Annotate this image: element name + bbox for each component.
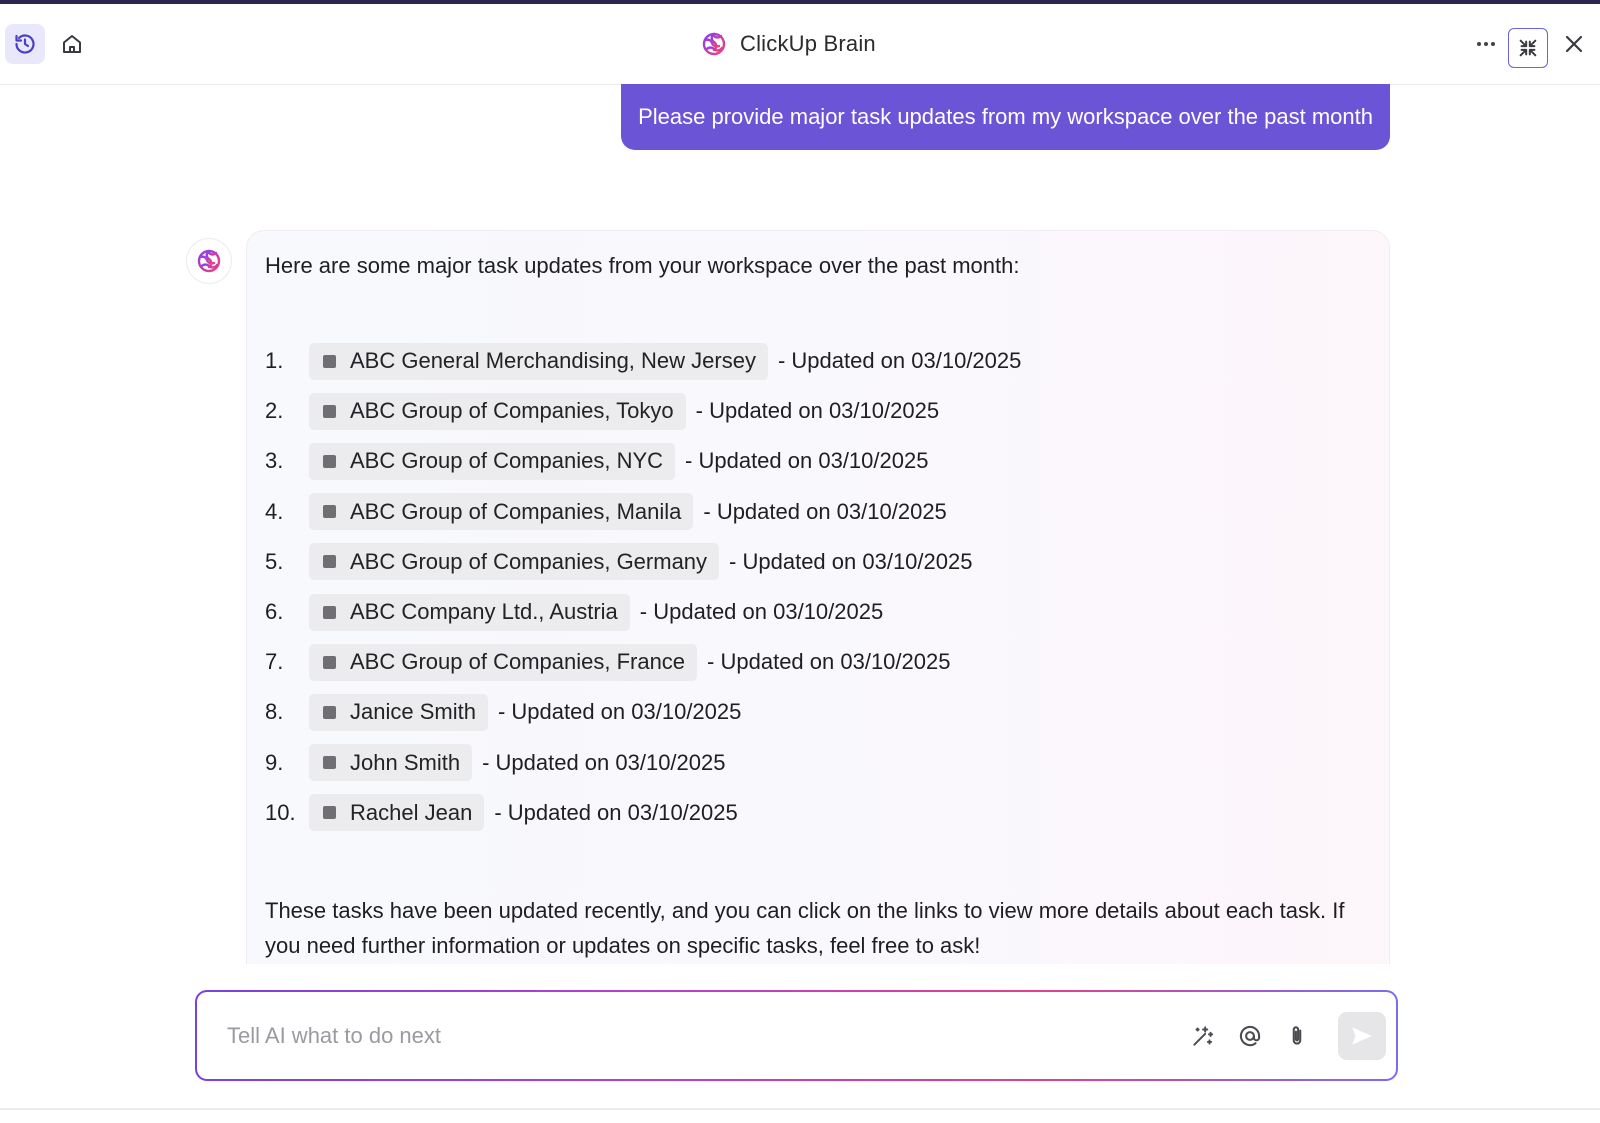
task-update-text: - Updated on 03/10/2025 — [639, 599, 884, 625]
more-horizontal-icon — [1474, 32, 1498, 56]
task-link-chip[interactable] — [309, 493, 693, 530]
task-square-icon — [323, 656, 336, 669]
list-item — [265, 386, 1021, 436]
task-update-text: - Updated on 03/10/2025 — [707, 649, 951, 675]
history-button[interactable] — [5, 24, 45, 64]
list-item — [265, 336, 1021, 386]
list-item — [265, 738, 1021, 788]
more-options-button[interactable] — [1468, 26, 1504, 62]
bottom-divider — [0, 1108, 1600, 1110]
list-item — [265, 537, 1021, 587]
task-link-chip[interactable] — [309, 343, 768, 380]
task-square-icon — [323, 706, 336, 719]
ai-tools-button[interactable] — [1183, 1014, 1223, 1058]
task-name: ABC Group of Companies, NYC — [350, 448, 664, 474]
ai-avatar — [186, 238, 232, 284]
prompt-input[interactable] — [227, 992, 1127, 1079]
list-item-number: 8. — [265, 699, 284, 725]
list-item-number: 6. — [265, 599, 284, 625]
collapse-icon — [1517, 37, 1539, 59]
prompt-composer-inner — [197, 992, 1396, 1079]
task-link-chip[interactable] — [309, 443, 675, 480]
list-item-number: 5. — [265, 548, 284, 574]
list-item — [265, 436, 1021, 486]
task-update-list — [265, 336, 1021, 838]
task-name: Rachel Jean — [350, 799, 473, 825]
list-item-number: 9. — [265, 749, 284, 775]
task-update-text: - Updated on 03/10/2025 — [777, 348, 1022, 374]
task-link-chip[interactable] — [309, 594, 630, 631]
task-link-chip[interactable] — [309, 694, 488, 731]
task-name: ABC Group of Companies, Germany — [350, 548, 708, 574]
list-item — [265, 637, 1021, 687]
task-update-text: - Updated on 03/10/2025 — [703, 498, 947, 524]
attach-button[interactable] — [1277, 1014, 1317, 1058]
header-title-group — [700, 26, 876, 62]
send-button[interactable] — [1338, 1012, 1386, 1060]
task-name: Janice Smith — [350, 699, 476, 725]
task-name: ABC Group of Companies, France — [350, 649, 686, 675]
list-item-number: 7. — [265, 649, 284, 675]
list-item — [265, 587, 1021, 637]
task-update-text: - Updated on 03/10/2025 — [494, 799, 738, 825]
close-icon — [1562, 32, 1586, 56]
mention-button[interactable] — [1230, 1014, 1270, 1058]
ai-outro-text: These tasks have been updated recently, and you can click on the links to view more details about each task. If you need further information or updates on specific tasks, feel free to ask! — [265, 898, 1345, 958]
task-square-icon — [323, 455, 336, 468]
list-item — [265, 788, 1021, 838]
brain-avatar-icon — [195, 247, 223, 275]
task-name: ABC Group of Companies, Manila — [350, 498, 682, 524]
ai-response-card — [246, 230, 1390, 964]
task-link-chip[interactable] — [309, 644, 697, 681]
prompt-composer — [195, 990, 1398, 1081]
task-update-text: - Updated on 03/10/2025 — [729, 548, 973, 574]
task-name: ABC Group of Companies, Tokyo — [350, 398, 674, 424]
list-item-number: 4. — [265, 498, 284, 524]
list-item-number: 2. — [265, 398, 284, 424]
task-square-icon — [323, 555, 336, 568]
task-square-icon — [323, 806, 336, 819]
send-icon — [1349, 1023, 1375, 1049]
task-update-text: - Updated on 03/10/2025 — [695, 398, 940, 424]
task-update-text: - Updated on 03/10/2025 — [497, 699, 742, 725]
task-name: John Smith — [350, 749, 461, 775]
task-link-chip[interactable] — [309, 744, 472, 781]
collapse-button[interactable] — [1508, 28, 1548, 68]
paperclip-icon — [1284, 1023, 1310, 1049]
ai-intro-text: Here are some major task updates from your workspace over the past month: — [265, 253, 1020, 278]
task-name: ABC Company Ltd., Austria — [350, 599, 618, 625]
user-message-bubble: Please provide major task updates from my workspace over the past month — [621, 84, 1390, 150]
magic-sparkle-icon — [1190, 1023, 1216, 1049]
home-button[interactable] — [52, 24, 92, 64]
task-link-chip[interactable] — [309, 543, 719, 580]
list-item-number: 3. — [265, 448, 284, 474]
task-update-text: - Updated on 03/10/2025 — [685, 448, 929, 474]
brain-logo-icon — [700, 30, 728, 58]
task-link-chip[interactable] — [309, 393, 686, 430]
list-item-number: 1. — [265, 348, 284, 374]
task-link-chip[interactable] — [309, 794, 484, 831]
list-item — [265, 687, 1021, 737]
page-title: ClickUp Brain — [740, 31, 876, 56]
home-icon — [60, 32, 84, 56]
task-square-icon — [323, 405, 336, 418]
panel-header — [0, 4, 1600, 85]
close-button[interactable] — [1556, 26, 1592, 62]
history-icon — [13, 32, 37, 56]
at-mention-icon — [1237, 1023, 1263, 1049]
task-square-icon — [323, 505, 336, 518]
task-name: ABC General Merchandising, New Jersey — [350, 348, 756, 374]
task-update-text: - Updated on 03/10/2025 — [482, 749, 726, 775]
task-square-icon — [323, 355, 336, 368]
task-square-icon — [323, 606, 336, 619]
list-item — [265, 487, 1021, 537]
list-item-number: 10. — [265, 799, 296, 825]
task-square-icon — [323, 756, 336, 769]
